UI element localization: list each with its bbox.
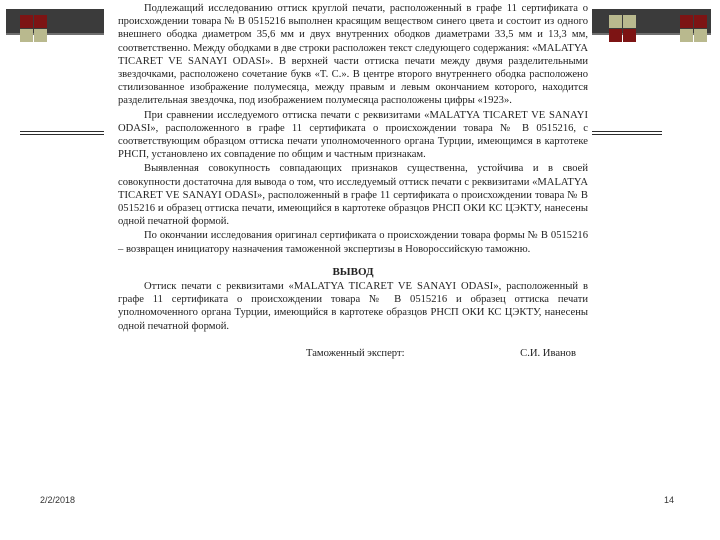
paragraph-stamp-description: Подлежащий исследованию оттиск круглой печати, расположенный в графе 11 сертификата о происхождении товара № В 0515216 выполнен красящим веществом синего цвета и состоит из одного внешнего ободка диаметром 35,6 мм и двух внутренних ободков диаметрами 33,5 мм и 13,3 мм, соответственно. Между ободками в две строки расположен текст следующего содержания: «MALATYA TICARET VE SANAYI ODASI». В верхней части оттиска печати между двумя разделительными звездочками, расположено сочетание букв «T. C.». В центре второго внутреннего ободка расположено стилизованное изображение полумесяца, между правым и левым окончанием которого, находится разделительная звездочка, под изображением полумесяца расположены цифры «1923». bbox=[118, 3, 588, 107]
decor-square bbox=[694, 15, 707, 28]
decor-square bbox=[609, 15, 622, 28]
decor-square bbox=[609, 29, 622, 42]
slide-number: 14 bbox=[664, 495, 675, 505]
decor-square bbox=[680, 29, 693, 42]
paragraph-conclusion: Оттиск печати с реквизитами «MALATYA TICARET VE SANAYI ODASI», расположенный в графе 11 сертификата о происхождении товара № В 0515216 и образец оттиска печати уполномоченного органа Турции, имеющийся в картотеке образцов РНСП ОКИ КС ЦЭКТУ, нанесены одной печатной формой. bbox=[118, 281, 588, 332]
decor-square bbox=[34, 15, 47, 28]
decor-square bbox=[623, 15, 636, 28]
conclusion-heading: ВЫВОД bbox=[332, 265, 374, 278]
paragraph-comparison: При сравнении исследуемого оттиска печати с реквизитами «MALATYA TICARET VE SANAYI ODASI», расположенного в графе 11 сертификата о происхождении товара № В 0515216, с соответствующим образцом оттиска печати уполномоченного органа Турции, имеющимся в картотеке РНСП, установлено их совпадение по общим и частным признакам. bbox=[118, 109, 588, 161]
slide-date: 2/2/2018 bbox=[40, 495, 76, 505]
signature-block bbox=[118, 347, 588, 360]
decor-square bbox=[680, 15, 693, 28]
paragraph-findings: Выявленная совокупность совпадающих признаков существенна, устойчива и в своей совокупности достаточна для вывода о том, что исследуемый оттиск печати с реквизитами «MALATYA TICARET VE SANAYI ODASI», расположенный в графе 11 сертификата о происхождении товара № В 0515216 и образец оттиска печати, имеющийся в картотеке образцов РНСП ОКИ КС ЦЭКТУ, нанесены одной печатной формой. bbox=[118, 163, 588, 228]
decor-square bbox=[623, 29, 636, 42]
decor-square bbox=[34, 29, 47, 42]
decor-square bbox=[20, 15, 33, 28]
signature-name: С.И. Иванов bbox=[520, 347, 576, 359]
decor-square bbox=[694, 29, 707, 42]
decor-square bbox=[20, 29, 33, 42]
paragraph-return: По окончании исследования оригинал сертификата о происхождении товара формы № В 0515216 – возвращен инициатору назначения таможенной экспертизы в Новороссийскую таможню. bbox=[118, 230, 588, 255]
signature-role: Таможенный эксперт: bbox=[306, 347, 405, 359]
document-scan bbox=[104, 0, 592, 502]
